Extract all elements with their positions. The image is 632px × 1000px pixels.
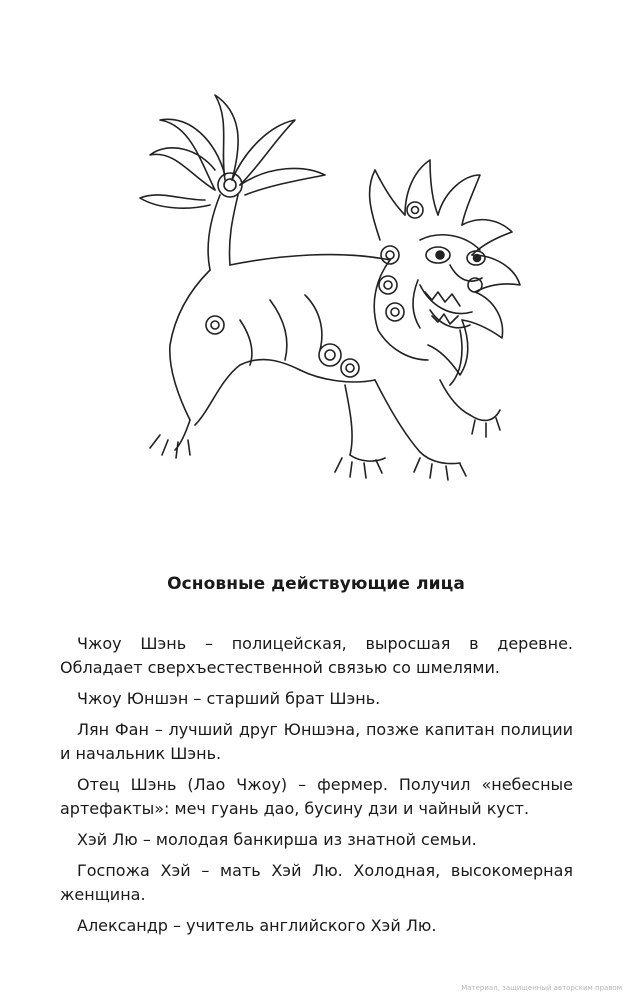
character-entry: Лян Фан – лучший друг Юншэна, позже капитан полиции и начальник Шэнь. xyxy=(60,720,573,763)
lion-face xyxy=(413,235,485,328)
character-entry: Чжоу Шэнь – полицейская, выросшая в деревне. Обладает сверхъестественной связью со шмелями. xyxy=(60,634,573,677)
copyright-watermark: Материал, защищенный авторским правом xyxy=(461,984,622,992)
character-entry: Отец Шэнь (Лао Чжоу) – фермер. Получил «небесные артефакты»: меч гуань дао, бусину дзи и чайный куст. xyxy=(60,775,573,818)
lion-tail xyxy=(140,95,325,270)
character-entry: Госпожа Хэй – мать Хэй Лю. Холодная, высокомерная женщина. xyxy=(60,861,573,904)
character-entry: Хэй Лю – молодая банкирша из знатной семьи. xyxy=(77,830,477,849)
lion-body xyxy=(170,255,500,464)
section-heading: Основные действующие лица xyxy=(167,574,465,594)
character-list xyxy=(60,632,573,945)
character-entry: Чжоу Юншэн – старший брат Шэнь. xyxy=(77,689,381,708)
lion-illustration xyxy=(120,80,560,500)
lion-mane xyxy=(370,160,520,375)
character-entry: Александр – учитель английского Хэй Лю. xyxy=(77,916,437,935)
lion-curls xyxy=(206,316,359,377)
lion-claws xyxy=(150,418,500,480)
